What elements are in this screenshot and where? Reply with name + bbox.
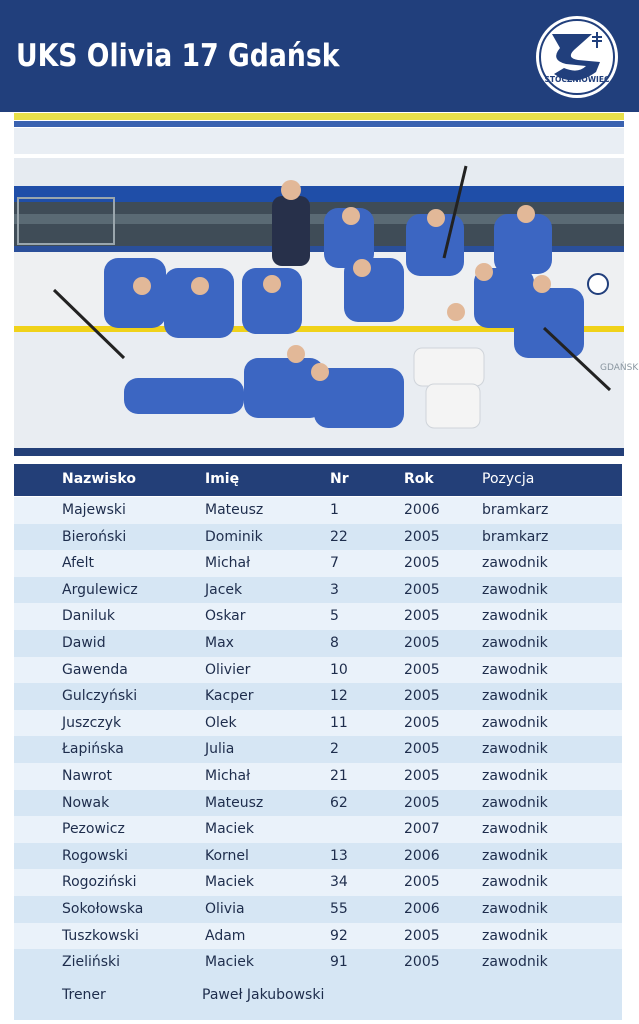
photo-bottom-stripe [14,448,624,456]
column-header-nr: Nr [330,471,349,487]
player-surname: Majewski [62,502,126,518]
table-row [14,497,622,524]
column-header-rok: Rok [404,471,434,487]
player-position: zawodnik [482,608,548,625]
player-firstname: Adam [205,927,246,944]
player-year: 2005 [404,768,440,784]
player-firstname: Jacek [205,581,243,598]
player-surname: Pezowicz [62,821,125,838]
trainer-row [14,976,622,1020]
logo-text: STOCZNIOWIEC [544,75,610,84]
table-row [14,843,622,870]
table-row [14,577,622,604]
player-firstname: Olek [205,714,237,731]
player-number: 21 [330,768,348,784]
player-firstname: Michał [205,768,251,784]
trainer-name: Paweł Jakubowski [202,986,325,1003]
player-surname: Dawid [62,635,106,651]
player-firstname: Olivier [205,661,251,678]
player-year: 2006 [404,502,440,518]
player-firstname: Kacper [205,688,254,705]
player-position: zawodnik [482,741,548,758]
table-row [14,710,622,737]
header-banner [0,0,639,112]
table-row [14,630,622,657]
player-position: zawodnik [482,794,548,811]
player-position: zawodnik [482,874,548,891]
stoczniowiec-logo [534,14,620,100]
player-surname: Juszczyk [62,714,122,731]
player-year: 2005 [404,954,440,971]
player-firstname: Max [205,635,234,651]
player-number: 3 [330,581,339,598]
player-surname: Nowak [62,794,110,811]
player-number: 7 [330,555,339,572]
player-position: zawodnik [482,847,548,864]
player-surname: Afelt [62,555,94,572]
player-position: zawodnik [482,768,548,784]
player-firstname: Dominik [205,528,263,545]
player-year: 2006 [404,901,440,917]
player-number: 91 [330,954,348,971]
player-number: 92 [330,927,348,944]
player-firstname: Olivia [205,901,245,917]
player-number: 2 [330,741,339,758]
table-header [14,464,622,496]
player-number: 62 [330,794,348,811]
player-position: zawodnik [482,927,548,944]
player-position: zawodnik [482,581,548,598]
stripe-blue [14,121,624,127]
player-year: 2005 [404,714,440,731]
player-year: 2005 [404,608,440,625]
player-surname: Rogoziński [62,874,137,891]
player-position: zawodnik [482,901,548,917]
player-position: zawodnik [482,635,548,651]
rink-sign: GDAŃSK [600,363,639,373]
stripe-yellow [14,113,624,120]
player-number: 12 [330,688,348,705]
player-number: 13 [330,847,348,864]
player-year: 2005 [404,661,440,678]
player-position: zawodnik [482,688,548,705]
player-position: bramkarz [482,528,549,545]
table-row [14,736,622,763]
player-number: 11 [330,714,348,731]
player-firstname: Kornel [205,847,249,864]
player-year: 2005 [404,635,440,651]
player-firstname: Maciek [205,821,254,838]
player-number: 55 [330,901,348,917]
column-header-nazwisko: Nazwisko [62,471,136,487]
table-row [14,524,622,551]
player-position: zawodnik [482,555,548,572]
player-firstname: Maciek [205,874,254,891]
player-number: 10 [330,661,348,678]
player-firstname: Julia [205,741,235,758]
player-number: 5 [330,608,339,625]
table-row [14,763,622,790]
player-surname: Daniluk [62,608,115,625]
team-photo [14,158,639,448]
page-title: UKS Olivia 17 Gdańsk [16,38,340,74]
player-year: 2005 [404,874,440,891]
player-year: 2005 [404,688,440,705]
column-header-imie: Imię [205,471,240,487]
player-surname: Sokołowska [62,901,144,917]
player-position: bramkarz [482,502,549,518]
player-position: zawodnik [482,954,548,971]
player-firstname: Maciek [205,954,254,971]
player-firstname: Oskar [205,608,246,625]
table-row [14,869,622,896]
stripe-light [14,128,624,154]
player-position: zawodnik [482,661,548,678]
player-firstname: Mateusz [205,794,264,811]
player-number: 22 [330,528,348,545]
player-surname: Bieroński [62,528,127,545]
player-surname: Nawrot [62,768,113,784]
table-row [14,896,622,923]
player-year: 2005 [404,581,440,598]
table-row [14,550,622,577]
player-year: 2005 [404,927,440,944]
trainer-label: Trener [62,986,106,1003]
table-row [14,657,622,684]
table-row [14,683,622,710]
player-number: 8 [330,635,339,651]
player-surname: Gawenda [62,661,128,678]
player-year: 2005 [404,528,440,545]
player-position: zawodnik [482,821,548,838]
player-number: 34 [330,874,348,891]
player-year: 2006 [404,847,440,864]
player-year: 2007 [404,821,440,838]
player-surname: Zieliński [62,954,121,971]
player-surname: Łapińska [62,741,124,758]
player-surname: Gulczyński [62,688,138,705]
table-row [14,949,622,976]
player-position: zawodnik [482,714,548,731]
table-row [14,603,622,630]
player-firstname: Mateusz [205,502,264,518]
column-header-pozycja: Pozycja [482,471,535,487]
player-year: 2005 [404,741,440,758]
player-year: 2005 [404,555,440,572]
player-year: 2005 [404,794,440,811]
player-surname: Rogowski [62,847,128,864]
player-number: 1 [330,502,339,518]
player-surname: Argulewicz [62,581,138,598]
player-firstname: Michał [205,555,251,572]
player-surname: Tuszkowski [62,927,139,944]
table-row [14,923,622,950]
table-row [14,816,622,843]
table-row [14,790,622,817]
roster-table [14,464,622,1020]
